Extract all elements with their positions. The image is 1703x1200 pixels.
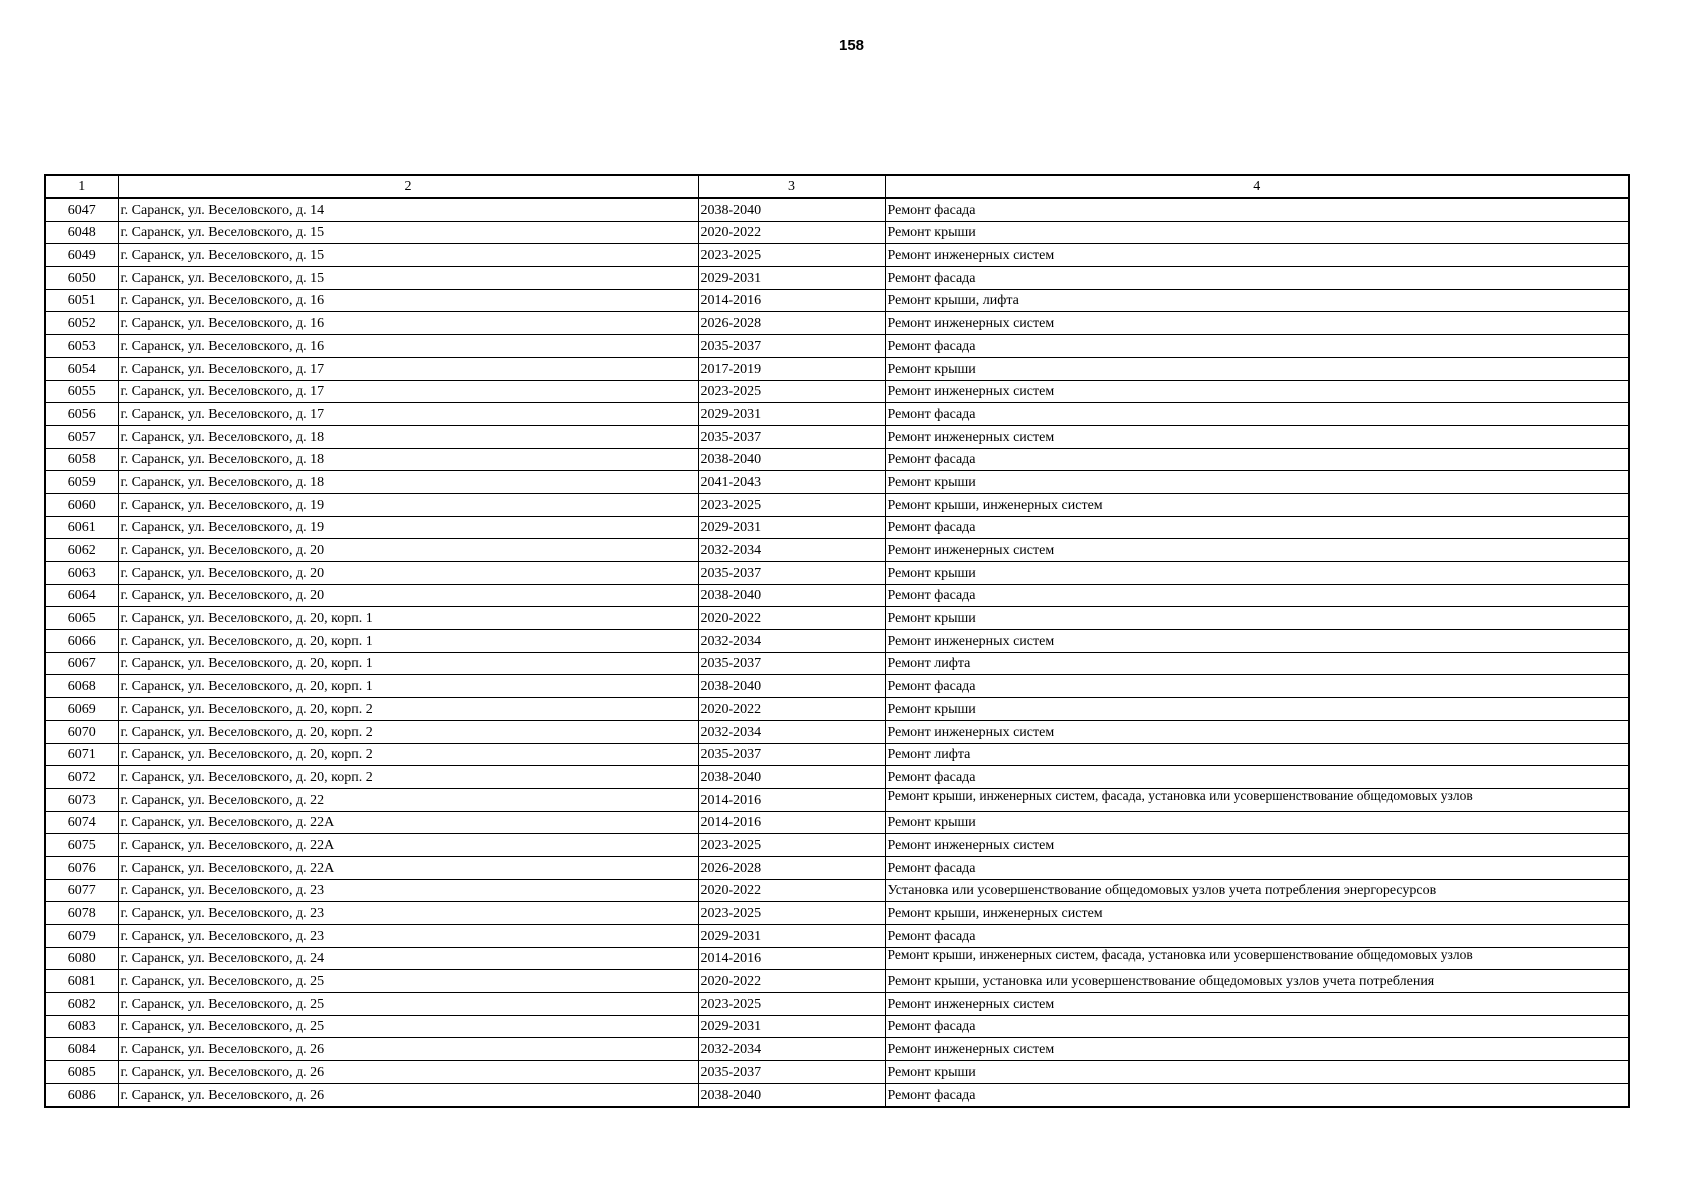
address: г. Саранск, ул. Веселовского, д. 17 bbox=[118, 357, 698, 380]
header-col-1: 1 bbox=[45, 175, 118, 198]
table-row bbox=[45, 743, 1629, 766]
period: 2023-2025 bbox=[698, 993, 885, 1016]
period: 2020-2022 bbox=[698, 607, 885, 630]
address: г. Саранск, ул. Веселовского, д. 15 bbox=[118, 221, 698, 244]
work-type: Ремонт крыши, инженерных систем, фасада, установка или усовершенствование общедомовых узлов bbox=[885, 947, 1629, 970]
address: г. Саранск, ул. Веселовского, д. 14 bbox=[118, 198, 698, 221]
period: 2035-2037 bbox=[698, 562, 885, 585]
work-type: Ремонт инженерных систем bbox=[885, 425, 1629, 448]
table-row bbox=[45, 267, 1629, 290]
address: г. Саранск, ул. Веселовского, д. 18 bbox=[118, 425, 698, 448]
table-row bbox=[45, 879, 1629, 902]
address: г. Саранск, ул. Веселовского, д. 25 bbox=[118, 1015, 698, 1038]
work-type: Ремонт крыши, инженерных систем, фасада, установка или усовершенствование общедомовых узлов bbox=[885, 788, 1629, 811]
period: 2029-2031 bbox=[698, 403, 885, 426]
row-number: 6055 bbox=[45, 380, 118, 403]
table-row bbox=[45, 562, 1629, 585]
row-number: 6069 bbox=[45, 698, 118, 721]
row-number: 6085 bbox=[45, 1061, 118, 1084]
row-number: 6053 bbox=[45, 335, 118, 358]
table-row bbox=[45, 1083, 1629, 1106]
work-type: Ремонт инженерных систем bbox=[885, 834, 1629, 857]
table-row bbox=[45, 947, 1629, 970]
work-type: Ремонт фасада bbox=[885, 335, 1629, 358]
table-row bbox=[45, 1015, 1629, 1038]
table-row bbox=[45, 1061, 1629, 1084]
address: г. Саранск, ул. Веселовского, д. 20, корп. 2 bbox=[118, 743, 698, 766]
address: г. Саранск, ул. Веселовского, д. 20 bbox=[118, 562, 698, 585]
period: 2023-2025 bbox=[698, 834, 885, 857]
address: г. Саранск, ул. Веселовского, д. 15 bbox=[118, 244, 698, 267]
table-row bbox=[45, 403, 1629, 426]
table-row bbox=[45, 312, 1629, 335]
period: 2029-2031 bbox=[698, 1015, 885, 1038]
row-number: 6052 bbox=[45, 312, 118, 335]
table-row bbox=[45, 766, 1629, 789]
work-type: Ремонт крыши bbox=[885, 698, 1629, 721]
row-number: 6067 bbox=[45, 652, 118, 675]
period: 2023-2025 bbox=[698, 380, 885, 403]
period: 2014-2016 bbox=[698, 947, 885, 970]
address: г. Саранск, ул. Веселовского, д. 20, корп. 2 bbox=[118, 766, 698, 789]
row-number: 6077 bbox=[45, 879, 118, 902]
table-row bbox=[45, 811, 1629, 834]
address: г. Саранск, ул. Веселовского, д. 20, корп. 1 bbox=[118, 630, 698, 653]
address: г. Саранск, ул. Веселовского, д. 26 bbox=[118, 1083, 698, 1106]
row-number: 6084 bbox=[45, 1038, 118, 1061]
row-number: 6064 bbox=[45, 584, 118, 607]
period: 2020-2022 bbox=[698, 879, 885, 902]
row-number: 6070 bbox=[45, 720, 118, 743]
row-number: 6086 bbox=[45, 1083, 118, 1106]
row-number: 6074 bbox=[45, 811, 118, 834]
row-number: 6058 bbox=[45, 448, 118, 471]
row-number: 6049 bbox=[45, 244, 118, 267]
table-row bbox=[45, 425, 1629, 448]
address: г. Саранск, ул. Веселовского, д. 22А bbox=[118, 811, 698, 834]
address: г. Саранск, ул. Веселовского, д. 22 bbox=[118, 788, 698, 811]
address: г. Саранск, ул. Веселовского, д. 22А bbox=[118, 834, 698, 857]
table-row bbox=[45, 335, 1629, 358]
address: г. Саранск, ул. Веселовского, д. 23 bbox=[118, 879, 698, 902]
period: 2023-2025 bbox=[698, 902, 885, 925]
address: г. Саранск, ул. Веселовского, д. 17 bbox=[118, 380, 698, 403]
row-number: 6081 bbox=[45, 970, 118, 993]
table-row bbox=[45, 198, 1629, 221]
work-type: Ремонт фасада bbox=[885, 1083, 1629, 1106]
table-row bbox=[45, 221, 1629, 244]
work-type: Ремонт фасада bbox=[885, 448, 1629, 471]
work-type: Ремонт крыши bbox=[885, 811, 1629, 834]
address: г. Саранск, ул. Веселовского, д. 20, корп. 1 bbox=[118, 675, 698, 698]
period: 2035-2037 bbox=[698, 743, 885, 766]
table-row bbox=[45, 788, 1629, 811]
page-number: 158 bbox=[838, 37, 865, 54]
period: 2035-2037 bbox=[698, 425, 885, 448]
work-type: Ремонт лифта bbox=[885, 652, 1629, 675]
address: г. Саранск, ул. Веселовского, д. 19 bbox=[118, 516, 698, 539]
row-number: 6056 bbox=[45, 403, 118, 426]
work-type: Ремонт крыши bbox=[885, 1061, 1629, 1084]
period: 2038-2040 bbox=[698, 675, 885, 698]
header-col-2: 2 bbox=[118, 175, 698, 198]
address: г. Саранск, ул. Веселовского, д. 23 bbox=[118, 902, 698, 925]
address: г. Саранск, ул. Веселовского, д. 19 bbox=[118, 493, 698, 516]
table-row bbox=[45, 970, 1629, 993]
period: 2038-2040 bbox=[698, 448, 885, 471]
table-row bbox=[45, 902, 1629, 925]
work-type: Ремонт инженерных систем bbox=[885, 244, 1629, 267]
row-number: 6059 bbox=[45, 471, 118, 494]
address: г. Саранск, ул. Веселовского, д. 16 bbox=[118, 289, 698, 312]
address: г. Саранск, ул. Веселовского, д. 20 bbox=[118, 539, 698, 562]
period: 2029-2031 bbox=[698, 516, 885, 539]
table-row bbox=[45, 289, 1629, 312]
table-row bbox=[45, 607, 1629, 630]
repair-schedule-table bbox=[44, 174, 1630, 1108]
address: г. Саранск, ул. Веселовского, д. 20, корп. 1 bbox=[118, 607, 698, 630]
period: 2041-2043 bbox=[698, 471, 885, 494]
row-number: 6078 bbox=[45, 902, 118, 925]
table-row bbox=[45, 993, 1629, 1016]
work-type: Ремонт крыши, инженерных систем bbox=[885, 902, 1629, 925]
period: 2032-2034 bbox=[698, 630, 885, 653]
row-number: 6080 bbox=[45, 947, 118, 970]
table-row bbox=[45, 675, 1629, 698]
work-type: Ремонт крыши bbox=[885, 357, 1629, 380]
row-number: 6061 bbox=[45, 516, 118, 539]
row-number: 6057 bbox=[45, 425, 118, 448]
work-type: Ремонт крыши bbox=[885, 471, 1629, 494]
work-type: Ремонт фасада bbox=[885, 198, 1629, 221]
work-type: Ремонт крыши, установка или усовершенствование общедомовых узлов учета потребления bbox=[885, 970, 1629, 993]
work-type: Установка или усовершенствование общедомовых узлов учета потребления энергоресурсов bbox=[885, 879, 1629, 902]
work-type: Ремонт фасада bbox=[885, 856, 1629, 879]
period: 2038-2040 bbox=[698, 198, 885, 221]
header-col-3: 3 bbox=[698, 175, 885, 198]
address: г. Саранск, ул. Веселовского, д. 20, корп. 1 bbox=[118, 652, 698, 675]
period: 2038-2040 bbox=[698, 584, 885, 607]
work-type: Ремонт фасада bbox=[885, 584, 1629, 607]
period: 2020-2022 bbox=[698, 970, 885, 993]
work-type: Ремонт крыши, лифта bbox=[885, 289, 1629, 312]
period: 2035-2037 bbox=[698, 335, 885, 358]
row-number: 6079 bbox=[45, 925, 118, 948]
table-row bbox=[45, 630, 1629, 653]
address: г. Саранск, ул. Веселовского, д. 20, корп. 2 bbox=[118, 720, 698, 743]
period: 2014-2016 bbox=[698, 289, 885, 312]
address: г. Саранск, ул. Веселовского, д. 17 bbox=[118, 403, 698, 426]
period: 2038-2040 bbox=[698, 1083, 885, 1106]
work-type: Ремонт инженерных систем bbox=[885, 993, 1629, 1016]
row-number: 6075 bbox=[45, 834, 118, 857]
table-row bbox=[45, 698, 1629, 721]
work-type: Ремонт инженерных систем bbox=[885, 312, 1629, 335]
period: 2029-2031 bbox=[698, 925, 885, 948]
work-type: Ремонт крыши bbox=[885, 562, 1629, 585]
table-row bbox=[45, 539, 1629, 562]
row-number: 6083 bbox=[45, 1015, 118, 1038]
period: 2014-2016 bbox=[698, 811, 885, 834]
work-type: Ремонт крыши, инженерных систем bbox=[885, 493, 1629, 516]
address: г. Саранск, ул. Веселовского, д. 26 bbox=[118, 1038, 698, 1061]
work-type: Ремонт фасада bbox=[885, 766, 1629, 789]
row-number: 6066 bbox=[45, 630, 118, 653]
row-number: 6054 bbox=[45, 357, 118, 380]
address: г. Саранск, ул. Веселовского, д. 18 bbox=[118, 471, 698, 494]
work-type: Ремонт инженерных систем bbox=[885, 630, 1629, 653]
work-type: Ремонт фасада bbox=[885, 267, 1629, 290]
table-row bbox=[45, 493, 1629, 516]
table-row bbox=[45, 1038, 1629, 1061]
row-number: 6063 bbox=[45, 562, 118, 585]
address: г. Саранск, ул. Веселовского, д. 22А bbox=[118, 856, 698, 879]
row-number: 6071 bbox=[45, 743, 118, 766]
period: 2035-2037 bbox=[698, 652, 885, 675]
table-row bbox=[45, 471, 1629, 494]
work-type: Ремонт крыши bbox=[885, 607, 1629, 630]
work-type: Ремонт фасада bbox=[885, 925, 1629, 948]
work-type: Ремонт фасада bbox=[885, 1015, 1629, 1038]
period: 2020-2022 bbox=[698, 698, 885, 721]
period: 2020-2022 bbox=[698, 221, 885, 244]
address: г. Саранск, ул. Веселовского, д. 25 bbox=[118, 970, 698, 993]
row-number: 6068 bbox=[45, 675, 118, 698]
address: г. Саранск, ул. Веселовского, д. 20, корп. 2 bbox=[118, 698, 698, 721]
table-row bbox=[45, 834, 1629, 857]
table-row bbox=[45, 856, 1629, 879]
work-type: Ремонт крыши bbox=[885, 221, 1629, 244]
period: 2026-2028 bbox=[698, 312, 885, 335]
row-number: 6050 bbox=[45, 267, 118, 290]
work-type: Ремонт фасада bbox=[885, 403, 1629, 426]
work-type: Ремонт инженерных систем bbox=[885, 539, 1629, 562]
address: г. Саранск, ул. Веселовского, д. 24 bbox=[118, 947, 698, 970]
row-number: 6048 bbox=[45, 221, 118, 244]
row-number: 6073 bbox=[45, 788, 118, 811]
work-type: Ремонт инженерных систем bbox=[885, 1038, 1629, 1061]
address: г. Саранск, ул. Веселовского, д. 18 bbox=[118, 448, 698, 471]
period: 2014-2016 bbox=[698, 788, 885, 811]
table-body bbox=[45, 198, 1629, 1107]
row-number: 6047 bbox=[45, 198, 118, 221]
table-row bbox=[45, 244, 1629, 267]
period: 2026-2028 bbox=[698, 856, 885, 879]
row-number: 6072 bbox=[45, 766, 118, 789]
address: г. Саранск, ул. Веселовского, д. 16 bbox=[118, 335, 698, 358]
period: 2029-2031 bbox=[698, 267, 885, 290]
work-type: Ремонт фасада bbox=[885, 675, 1629, 698]
table-row bbox=[45, 380, 1629, 403]
row-number: 6060 bbox=[45, 493, 118, 516]
period: 2038-2040 bbox=[698, 766, 885, 789]
address: г. Саранск, ул. Веселовского, д. 20 bbox=[118, 584, 698, 607]
header-row bbox=[45, 175, 1629, 198]
address: г. Саранск, ул. Веселовского, д. 15 bbox=[118, 267, 698, 290]
period: 2032-2034 bbox=[698, 1038, 885, 1061]
period: 2023-2025 bbox=[698, 493, 885, 516]
period: 2023-2025 bbox=[698, 244, 885, 267]
period: 2017-2019 bbox=[698, 357, 885, 380]
header-col-4: 4 bbox=[885, 175, 1629, 198]
work-type: Ремонт инженерных систем bbox=[885, 380, 1629, 403]
work-type: Ремонт лифта bbox=[885, 743, 1629, 766]
address: г. Саранск, ул. Веселовского, д. 16 bbox=[118, 312, 698, 335]
address: г. Саранск, ул. Веселовского, д. 23 bbox=[118, 925, 698, 948]
row-number: 6062 bbox=[45, 539, 118, 562]
table-row bbox=[45, 720, 1629, 743]
row-number: 6076 bbox=[45, 856, 118, 879]
row-number: 6065 bbox=[45, 607, 118, 630]
work-type: Ремонт инженерных систем bbox=[885, 720, 1629, 743]
address: г. Саранск, ул. Веселовского, д. 25 bbox=[118, 993, 698, 1016]
period: 2035-2037 bbox=[698, 1061, 885, 1084]
table-row bbox=[45, 448, 1629, 471]
table-row bbox=[45, 357, 1629, 380]
address: г. Саранск, ул. Веселовского, д. 26 bbox=[118, 1061, 698, 1084]
period: 2032-2034 bbox=[698, 720, 885, 743]
table-row bbox=[45, 652, 1629, 675]
table-row bbox=[45, 584, 1629, 607]
row-number: 6082 bbox=[45, 993, 118, 1016]
table-row bbox=[45, 925, 1629, 948]
period: 2032-2034 bbox=[698, 539, 885, 562]
work-type: Ремонт фасада bbox=[885, 516, 1629, 539]
row-number: 6051 bbox=[45, 289, 118, 312]
table-row bbox=[45, 516, 1629, 539]
